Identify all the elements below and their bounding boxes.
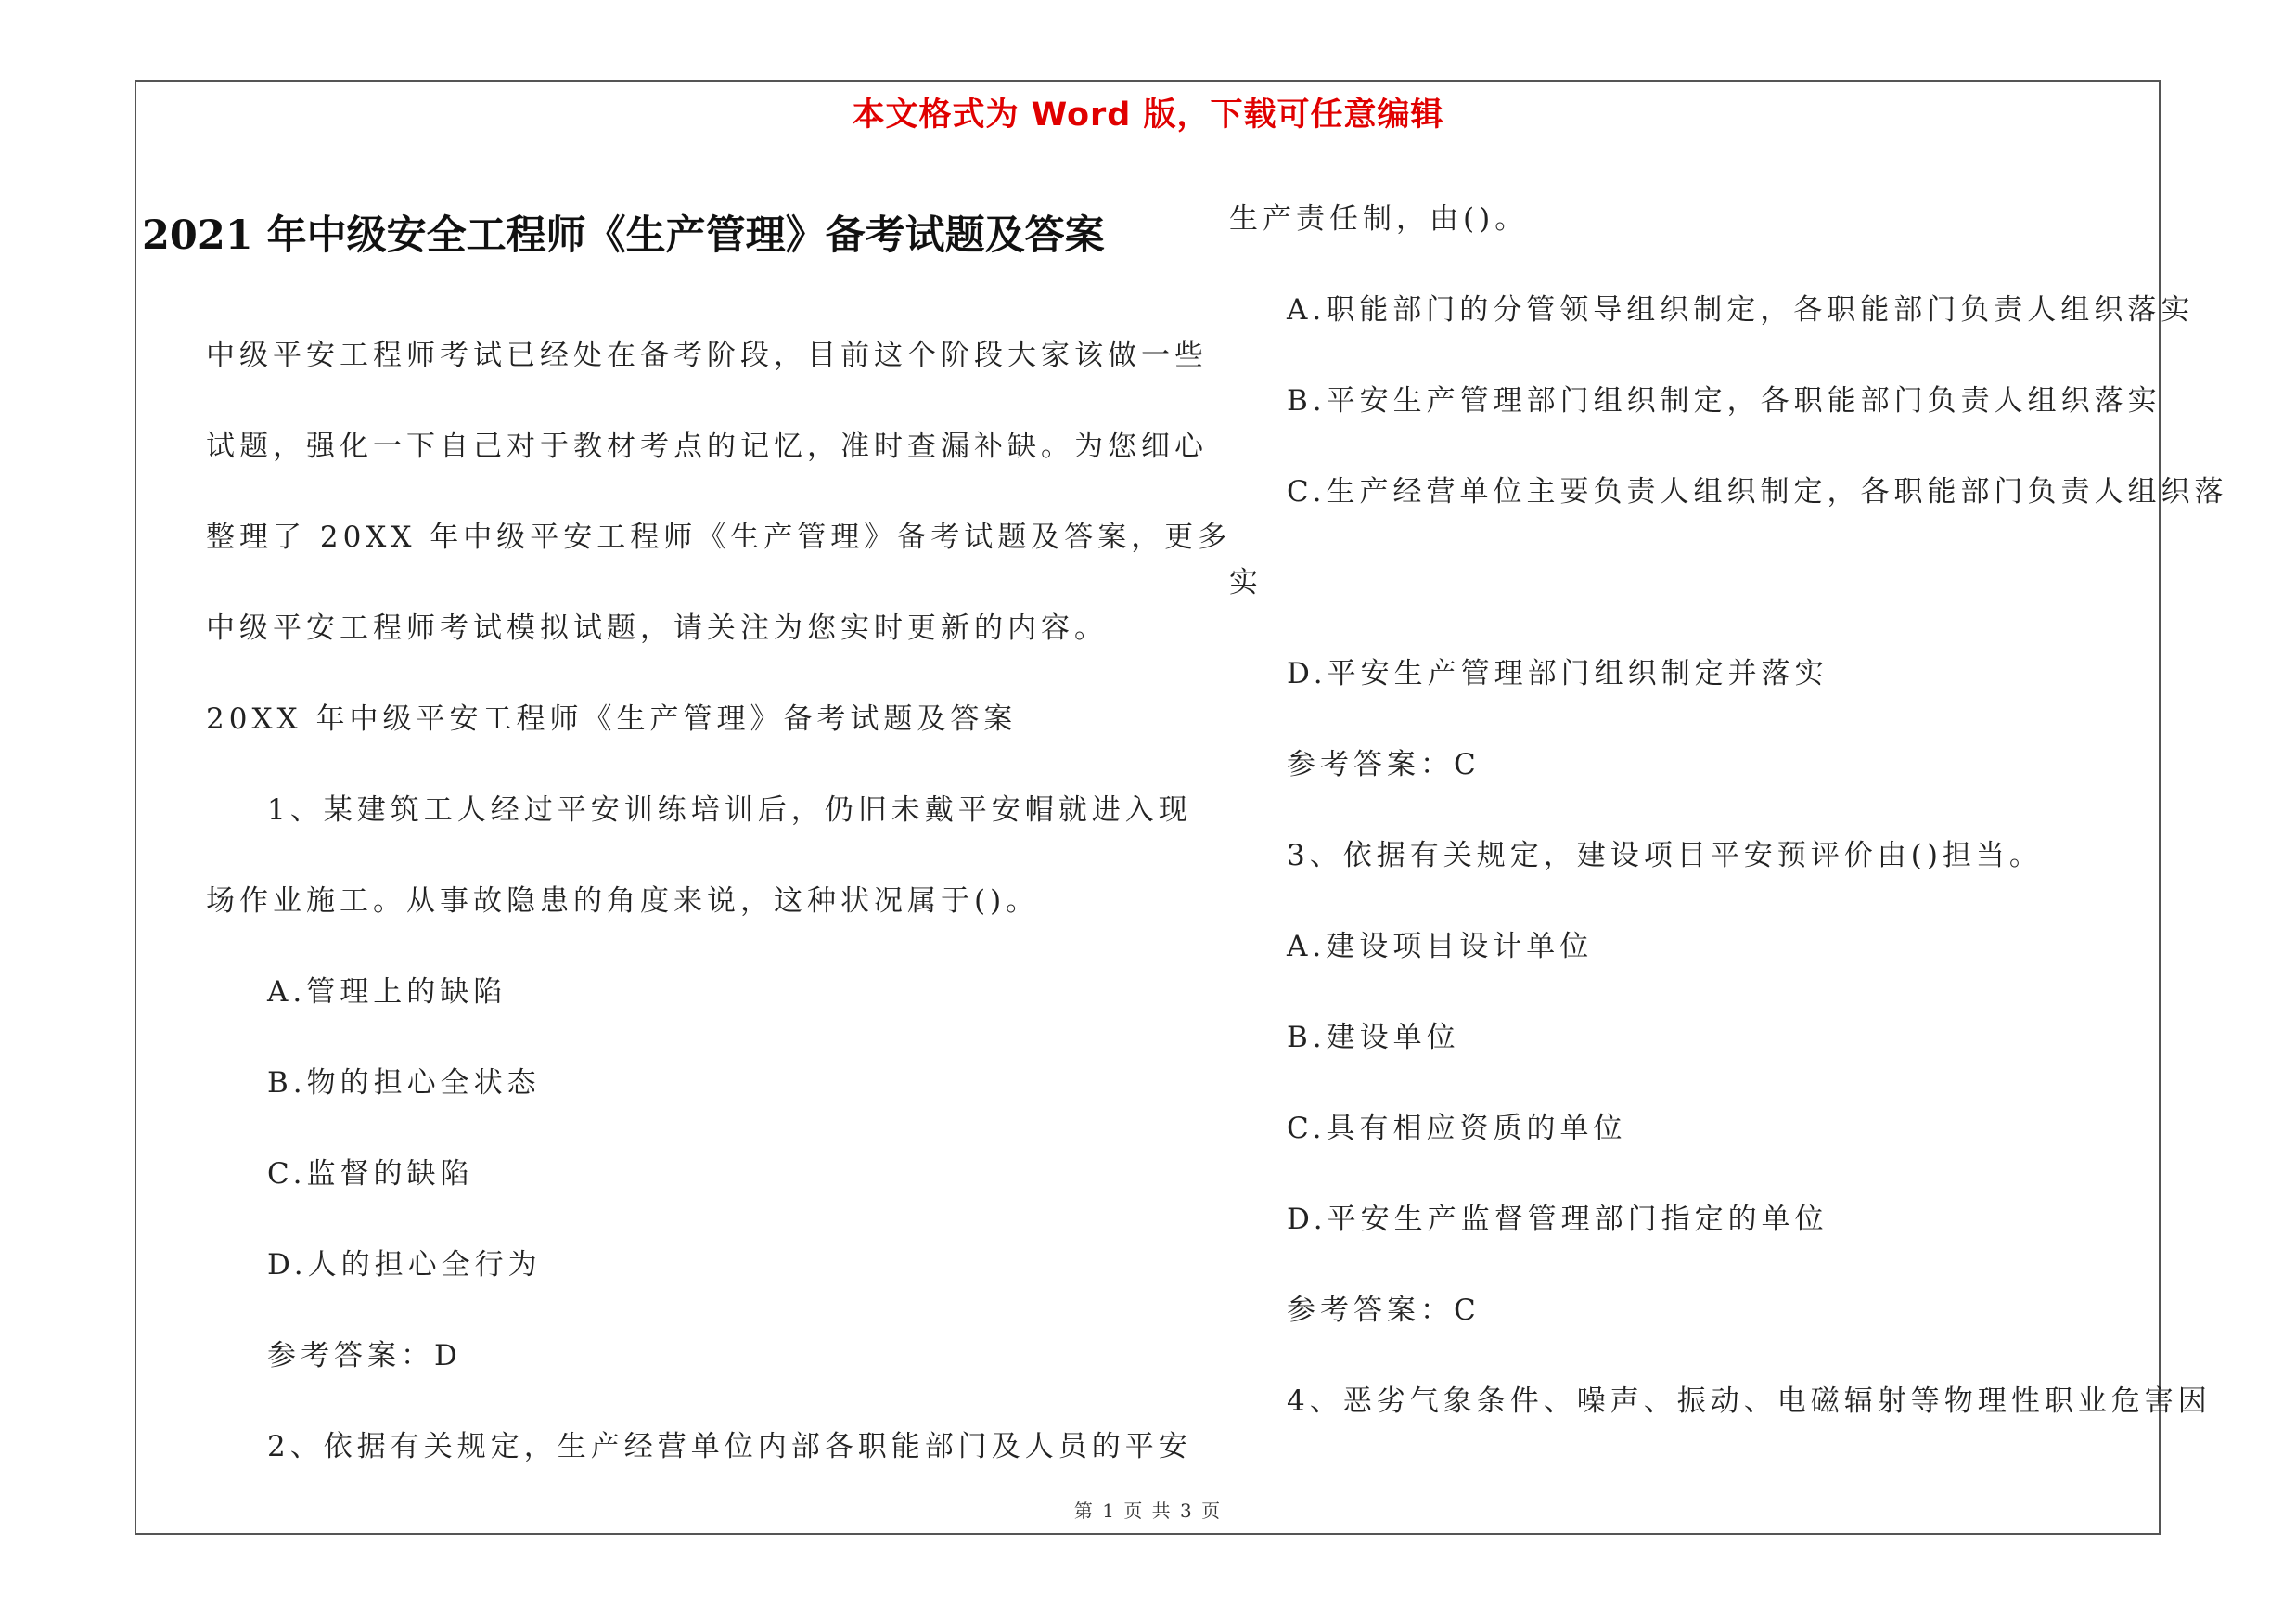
option-line: C.生产经营单位主要负责人组织制定，各职能部门负责人组织落 bbox=[1287, 475, 2228, 509]
option-line: A.建设项目设计单位 bbox=[1287, 930, 1594, 963]
section-heading: 20XX 年中级平安工程师《生产管理》备考试题及答案 bbox=[206, 702, 1018, 736]
option-line: B.平安生产管理部门组织制定，各职能部门负责人组织落实 bbox=[1287, 384, 2161, 418]
question-line: 生产责任制，由()。 bbox=[1229, 202, 1529, 236]
paragraph-line: 中级平安工程师考试已经处在备考阶段，目前这个阶段大家该做一些 bbox=[206, 339, 1208, 372]
answer-line: 参考答案：C bbox=[1287, 1294, 1481, 1327]
option-line: C.监督的缺陷 bbox=[267, 1157, 474, 1191]
answer-line: 参考答案：D bbox=[267, 1339, 462, 1372]
option-line: A.管理上的缺陷 bbox=[267, 975, 507, 1009]
option-line: D.平安生产监督管理部门指定的单位 bbox=[1287, 1203, 1828, 1236]
question-line: 场作业施工。从事故隐患的角度来说，这种状况属于()。 bbox=[206, 884, 1040, 918]
option-line: 实 bbox=[1229, 566, 1263, 599]
question-line: 2、依据有关规定，生产经营单位内部各职能部门及人员的平安 bbox=[267, 1430, 1192, 1463]
option-line: D.平安生产管理部门组织制定并落实 bbox=[1287, 657, 1828, 690]
answer-line: 参考答案：C bbox=[1287, 748, 1481, 781]
paragraph-line: 试题，强化一下自己对于教材考点的记忆，准时查漏补缺。为您细心 bbox=[206, 430, 1208, 463]
document-title: 2021 年中级安全工程师《生产管理》备考试题及答案 bbox=[142, 213, 1105, 259]
option-line: A.职能部门的分管领导组织制定，各职能部门负责人组织落实 bbox=[1287, 293, 2195, 327]
option-line: D.人的担心全行为 bbox=[267, 1248, 542, 1282]
page-number: 第 1 页 共 3 页 bbox=[1073, 1500, 1223, 1522]
question-line: 3、依据有关规定，建设项目平安预评价由()担当。 bbox=[1287, 839, 2043, 872]
format-banner: 本文格式为 Word 版，下载可任意编辑 bbox=[852, 97, 1444, 134]
option-line: C.具有相应资质的单位 bbox=[1287, 1112, 1627, 1145]
paragraph-line: 中级平安工程师考试模拟试题，请关注为您实时更新的内容。 bbox=[206, 612, 1108, 645]
paragraph-line: 整理了 20XX 年中级平安工程师《生产管理》备考试题及答案，更多 bbox=[206, 521, 1232, 554]
question-line: 4、恶劣气象条件、噪声、振动、电磁辐射等物理性职业危害因 bbox=[1287, 1385, 2212, 1418]
option-line: B.建设单位 bbox=[1287, 1021, 1460, 1054]
option-line: B.物的担心全状态 bbox=[267, 1066, 541, 1100]
question-line: 1、某建筑工人经过平安训练培训后，仍旧未戴平安帽就进入现 bbox=[267, 793, 1192, 827]
